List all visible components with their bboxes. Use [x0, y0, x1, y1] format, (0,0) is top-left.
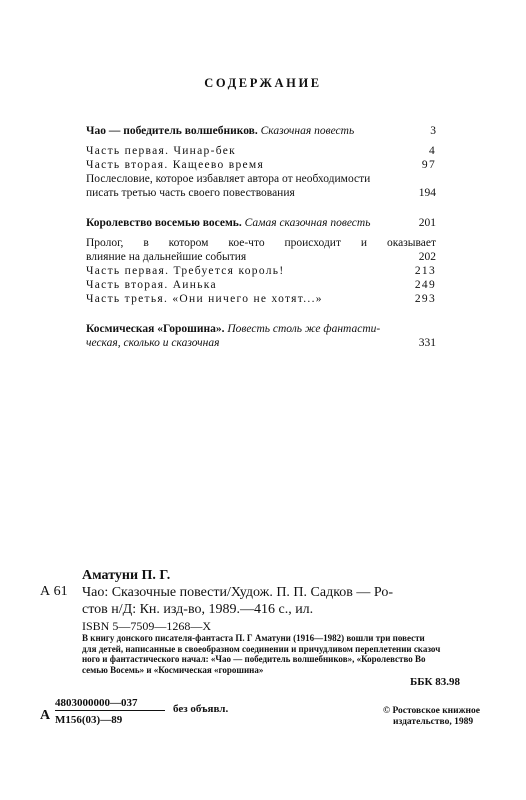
section-title: Королевство восемью восемь.: [86, 217, 242, 229]
section-subtitle: Повесть столь же фантасти-: [227, 323, 381, 335]
toc-section-1: [86, 124, 436, 138]
code-top: 4803000000—037: [55, 697, 138, 709]
bib-description-line-2: стов н/Д: Кн. изд-во, 1989.—416 с., ил.: [82, 602, 314, 617]
bib-description-line-1: Чао: Сказочные повести/Худож. П. П. Садков — Ро-: [82, 585, 394, 600]
section-subtitle: Самая сказочная повесть: [244, 217, 371, 229]
annotation: [82, 633, 482, 675]
section-title: Космическая «Горошина».: [86, 323, 225, 335]
toc-item-afterword: [86, 172, 436, 200]
item-label-line-1: Послесловие, которое избавляет автора от необходимости: [86, 173, 371, 185]
bib-author: Аматуни П. Г.: [82, 568, 171, 583]
page-number: 202: [418, 251, 436, 263]
item-label: Часть первая. Чинар-бек: [86, 145, 237, 157]
item-label: Часть первая. Требуется король!: [86, 265, 285, 277]
toc-item: [86, 292, 436, 306]
copyright: [383, 706, 493, 728]
item-label-line-2: писать третью часть своего повествования: [86, 187, 295, 199]
section-subtitle-line-2: ческая, сколько и сказочная: [86, 337, 220, 349]
code-bottom: М156(03)—89: [55, 714, 123, 726]
toc-item: [86, 278, 436, 292]
item-label-line-2: влияние на дальнейшие события: [86, 251, 247, 263]
page-number: 249: [414, 279, 436, 291]
page-number: 331: [418, 337, 436, 349]
page-number: 97: [421, 159, 436, 171]
toc-item: [86, 144, 436, 158]
code-divider: [55, 710, 165, 711]
annotation-line: В книгу донского писателя-фантаста П. Г Аматуни (1916—1982) вошли три повести: [82, 633, 425, 643]
page-number: 194: [418, 187, 436, 199]
annotation-line: семью Восемь» и «Космическая «горошина»: [82, 664, 264, 675]
toc-item-prologue: [86, 236, 436, 264]
toc-item: [86, 264, 436, 278]
toc-section-3: [86, 322, 436, 350]
toc-section-2: [86, 216, 436, 230]
section-title: Чао — победитель волшебников.: [86, 125, 258, 137]
annotation-line: для детей, написанные в своеобразном соединении и причудливом переплетении сказоч: [82, 643, 441, 654]
bib-description: [82, 584, 482, 618]
page-number: 293: [414, 293, 436, 305]
isbn: ISBN 5—7509—1268—X: [82, 619, 212, 633]
copyright-line-2: издательство, 1989: [393, 717, 474, 727]
no-ad-note: без объявл.: [173, 703, 229, 715]
annotation-line: ного и фантастического начал: «Чао — победитель волшебников», «Королевство Во: [82, 654, 426, 664]
page-number: 4: [428, 145, 436, 157]
item-label-line-1: Пролог, в котором кое-что происходит и оказывает: [86, 237, 436, 249]
copyright-line-1: © Ростовское книжное: [383, 706, 480, 716]
page-number: 201: [418, 217, 436, 229]
item-label: Часть вторая. Аинька: [86, 279, 217, 291]
toc-item: [86, 158, 436, 172]
bib-index: А 61: [40, 584, 68, 599]
item-label: Часть вторая. Кащеево время: [86, 159, 265, 171]
page-number: 213: [414, 265, 436, 277]
code-letter: А: [40, 708, 51, 723]
contents-title: СОДЕРЖАНИЕ: [204, 76, 322, 90]
page-number: 3: [430, 125, 436, 137]
section-subtitle: Сказочная повесть: [260, 125, 355, 137]
item-label: Часть третья. «Они ничего не хотят...»: [86, 293, 323, 305]
bbk-code: ББК 83.98: [410, 676, 461, 688]
